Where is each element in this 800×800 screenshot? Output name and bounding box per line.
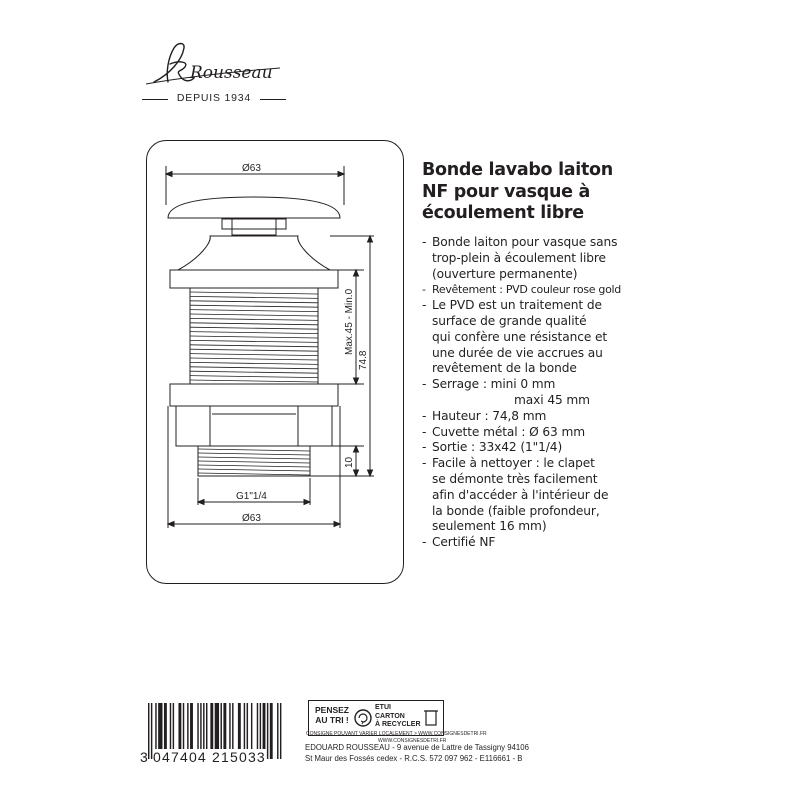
feature-line: se démonte très facilement	[432, 471, 598, 486]
barcode-bar	[267, 703, 268, 759]
feature-line: la bonde (faible profondeur,	[432, 503, 600, 518]
recycling-url[interactable]: WWW.CONSIGNESDETRI.FR	[378, 738, 447, 744]
feature-line: surface de grande qualité	[432, 313, 587, 328]
feature-line: - Serrage : mini 0 mm	[432, 377, 556, 392]
brand-tagline: DEPUIS 1934	[148, 92, 280, 104]
feature-line: - Facile à nettoyer : le clapet	[432, 456, 595, 471]
company-line: St Maur des Fossés cedex - R.C.S. 572 097 962 - E116661 - B	[305, 754, 523, 763]
brand-name: Rousseau	[190, 63, 273, 83]
dim-thread-height: 10	[344, 456, 355, 468]
feature-line: - Bonde laiton pour vasque sans	[432, 235, 618, 249]
company-address	[305, 742, 529, 764]
barcode-bar	[270, 703, 273, 759]
feature-line: afin d'accéder à l'intérieur de	[432, 487, 609, 502]
barcode-bar	[277, 703, 278, 759]
barcode-digits: 047404 215033	[153, 749, 266, 765]
title-line: NF pour vasque à	[422, 181, 591, 202]
recycle-right	[375, 704, 421, 730]
feature-item	[422, 298, 672, 377]
recycle-right-line: ETUI	[375, 704, 391, 711]
company-line: EDOUARD ROUSSEAU - 9 avenue de Lattre de Tassigny 94106	[305, 743, 529, 752]
feature-list	[422, 235, 672, 551]
dim-height-range: Max.45 - Min.0	[344, 288, 355, 355]
feature-line: une durée de vie accrues au	[432, 345, 603, 360]
feature-item	[422, 409, 672, 425]
feature-item	[422, 456, 672, 535]
feature-line: - Revêtement : PVD couleur rose gold	[432, 283, 621, 297]
feature-item	[422, 235, 672, 282]
feature-line: maxi 45 mm	[514, 392, 590, 407]
feature-line: - Hauteur : 74,8 mm	[432, 408, 547, 423]
recycle-left	[312, 705, 352, 725]
dim-total-height: 74.8	[358, 350, 369, 370]
product-title	[422, 160, 662, 225]
feature-item	[422, 282, 672, 298]
recycle-left-line: AU TRI !	[315, 715, 349, 725]
recycle-right-line: À RECYCLER	[375, 721, 421, 728]
feature-item	[422, 425, 672, 441]
feature-line: - Cuvette métal : Ø 63 mm	[432, 424, 586, 439]
barcode-first-digit: 3	[140, 749, 148, 765]
feature-line: seulement 16 mm)	[432, 519, 547, 534]
title-line: écoulement libre	[422, 203, 584, 223]
barcode-bar	[148, 703, 149, 759]
title-line: Bonde lavabo laiton	[422, 160, 613, 180]
feature-item	[422, 440, 672, 456]
recycle-left-line: PENSEZ	[314, 705, 349, 715]
triman-icon	[353, 707, 373, 729]
feature-line: revêtement de la bonde	[432, 361, 577, 376]
feature-line: qui confère une résistance et	[432, 329, 608, 344]
feature-line: - Sortie : 33x42 (1"1/4)	[432, 440, 563, 455]
feature-line: - Certifié NF	[432, 535, 496, 550]
feature-line: trop-plein à écoulement libre	[432, 250, 606, 265]
dim-top-diameter: Ø63	[242, 163, 261, 174]
dim-bottom-diameter: Ø63	[242, 513, 261, 524]
feature-line: (ouverture permanente)	[432, 266, 578, 281]
dim-thread: G1"1/4	[236, 491, 267, 502]
barcode-bar	[280, 703, 281, 759]
feature-item	[422, 377, 672, 409]
recycling-note: CONSIGNE POUVANT VARIER LOCALEMENT > WWW.CONSIGNESDETRI.FR	[306, 731, 487, 737]
bin-icon	[423, 707, 439, 729]
recycle-right-line: CARTON	[375, 712, 405, 720]
feature-line: - Le PVD est un traitement de	[432, 298, 602, 313]
feature-item	[422, 535, 672, 551]
